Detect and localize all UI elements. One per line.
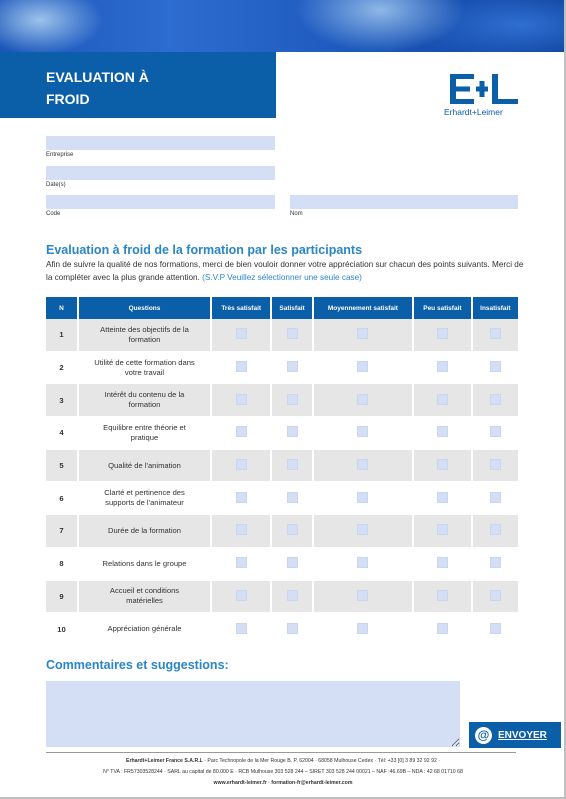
checkbox-tres-satisfait[interactable] — [236, 361, 247, 372]
checkbox-moyennement-satisfait[interactable] — [357, 557, 368, 568]
rating-cell — [414, 613, 472, 646]
checkbox-moyennement-satisfait[interactable] — [357, 492, 368, 503]
rating-cell — [212, 352, 272, 385]
header-questions: Questions — [79, 297, 212, 319]
rating-cell — [314, 384, 414, 417]
intro-paragraph — [46, 258, 526, 284]
entreprise-field[interactable] — [46, 136, 275, 150]
rating-cell — [212, 515, 272, 548]
rating-cell — [212, 384, 272, 417]
checkbox-insatisfait[interactable] — [490, 361, 501, 372]
at-icon: @ — [475, 727, 492, 744]
checkbox-moyennement-satisfait[interactable] — [357, 459, 368, 470]
row-number: 7 — [46, 515, 79, 548]
checkbox-insatisfait[interactable] — [490, 426, 501, 437]
header-peu-satisfait: Peu satisfait — [414, 297, 472, 319]
rating-cell — [473, 417, 518, 450]
rating-cell — [473, 482, 518, 515]
rating-cell — [212, 581, 272, 614]
rating-cell — [212, 548, 272, 581]
row-number: 8 — [46, 548, 79, 581]
comments-field[interactable] — [46, 681, 460, 747]
row-question: Qualité de l'animation — [79, 450, 212, 483]
checkbox-tres-satisfait[interactable] — [236, 459, 247, 470]
checkbox-insatisfait[interactable] — [490, 623, 501, 634]
checkbox-tres-satisfait[interactable] — [236, 492, 247, 503]
dates-field[interactable] — [46, 166, 275, 180]
checkbox-satisfait[interactable] — [287, 492, 298, 503]
checkbox-insatisfait[interactable] — [490, 492, 501, 503]
dates-label: Date(s) — [46, 182, 66, 188]
rating-cell — [473, 613, 518, 646]
rating-cell — [272, 450, 313, 483]
rating-cell — [414, 515, 472, 548]
checkbox-satisfait[interactable] — [287, 524, 298, 535]
row-number: 9 — [46, 581, 79, 614]
checkbox-peu-satisfait[interactable] — [437, 394, 448, 405]
footer-divider — [46, 752, 516, 753]
row-question: Accueil et conditions matérielles — [79, 581, 212, 614]
code-field[interactable] — [46, 195, 275, 209]
header-n: N — [46, 297, 79, 319]
rating-cell — [414, 482, 472, 515]
table-row — [46, 613, 518, 646]
checkbox-moyennement-satisfait[interactable] — [357, 524, 368, 535]
rating-cell — [414, 581, 472, 614]
header-moyennement-satisfait: Moyennement satisfait — [314, 297, 414, 319]
checkbox-insatisfait[interactable] — [490, 590, 501, 601]
header-tres-satisfait: Très satisfait — [212, 297, 272, 319]
footer-links: www.erhardt-leimer.fr · formation-fr@erhardt-leimer.com — [213, 780, 353, 786]
checkbox-peu-satisfait[interactable] — [437, 361, 448, 372]
rating-cell — [272, 581, 313, 614]
rating-cell — [314, 482, 414, 515]
nom-field[interactable] — [290, 195, 518, 209]
table-header-row — [46, 297, 518, 319]
rating-cell — [314, 450, 414, 483]
row-question: Atteinte des objectifs de la formation — [79, 319, 212, 352]
intro-text: Afin de suivre la qualité de nos formations, merci de bien vouloir donner votre appréciation sur chacun des points suivants. Merci de la compléter avec la plus grande attention. — [46, 260, 524, 282]
rating-cell — [212, 319, 272, 352]
checkbox-peu-satisfait[interactable] — [437, 524, 448, 535]
rating-cell — [414, 352, 472, 385]
evaluation-table — [46, 297, 518, 646]
checkbox-peu-satisfait[interactable] — [437, 426, 448, 437]
checkbox-tres-satisfait[interactable] — [236, 394, 247, 405]
logo-text: Erhardt+Leimer — [444, 107, 503, 117]
rating-cell — [414, 417, 472, 450]
rating-cell — [272, 352, 313, 385]
checkbox-satisfait[interactable] — [287, 426, 298, 437]
checkbox-satisfait[interactable] — [287, 459, 298, 470]
table-row — [46, 352, 518, 385]
header-insatisfait: Insatisfait — [473, 297, 518, 319]
row-question: Equilibre entre théorie et pratique — [79, 417, 212, 450]
checkbox-moyennement-satisfait[interactable] — [357, 328, 368, 339]
rating-cell — [314, 319, 414, 352]
rating-cell — [314, 548, 414, 581]
comments-title: Commentaires et suggestions: — [46, 658, 229, 672]
intro-note: (S.V.P Veuillez sélectionner une seule case) — [202, 273, 362, 282]
checkbox-insatisfait[interactable] — [490, 524, 501, 535]
rating-cell — [473, 384, 518, 417]
rating-cell — [473, 450, 518, 483]
checkbox-moyennement-satisfait[interactable] — [357, 590, 368, 601]
nom-label: Nom — [290, 211, 303, 217]
rating-cell — [414, 450, 472, 483]
rating-cell — [314, 515, 414, 548]
table-row — [46, 482, 518, 515]
checkbox-insatisfait[interactable] — [490, 328, 501, 339]
row-number: 3 — [46, 384, 79, 417]
checkbox-satisfait[interactable] — [287, 590, 298, 601]
checkbox-insatisfait[interactable] — [490, 459, 501, 470]
checkbox-satisfait[interactable] — [287, 361, 298, 372]
rating-cell — [272, 482, 313, 515]
checkbox-moyennement-satisfait[interactable] — [357, 361, 368, 372]
rating-cell — [314, 417, 414, 450]
code-label: Code — [46, 211, 61, 217]
row-number: 4 — [46, 417, 79, 450]
checkbox-tres-satisfait[interactable] — [236, 590, 247, 601]
entreprise-label: Entreprise — [46, 152, 74, 158]
rating-cell — [473, 319, 518, 352]
row-number: 1 — [46, 319, 79, 352]
checkbox-peu-satisfait[interactable] — [437, 590, 448, 601]
rating-cell — [473, 581, 518, 614]
row-question: Relations dans le groupe — [79, 548, 212, 581]
footer — [40, 756, 526, 789]
table-row — [46, 450, 518, 483]
checkbox-satisfait[interactable] — [287, 394, 298, 405]
checkbox-tres-satisfait[interactable] — [236, 623, 247, 634]
footer-company: Erhardt+Leimer France S.A.R.L — [125, 758, 203, 764]
table-row — [46, 548, 518, 581]
row-number: 6 — [46, 482, 79, 515]
header-satisfait: Satisfait — [272, 297, 313, 319]
rating-cell — [212, 450, 272, 483]
row-question: Appréciation générale — [79, 613, 212, 646]
rating-cell — [414, 548, 472, 581]
row-question: Intérêt du contenu de la formation — [79, 384, 212, 417]
footer-line-1 — [40, 756, 526, 767]
title-block — [0, 52, 276, 118]
table-row — [46, 417, 518, 450]
checkbox-peu-satisfait[interactable] — [437, 328, 448, 339]
checkbox-insatisfait[interactable] — [490, 394, 501, 405]
rating-cell — [414, 319, 472, 352]
rating-cell — [272, 319, 313, 352]
checkbox-moyennement-satisfait[interactable] — [357, 426, 368, 437]
send-button[interactable] — [469, 722, 561, 748]
rating-cell — [314, 352, 414, 385]
table-row — [46, 384, 518, 417]
rating-cell — [473, 515, 518, 548]
rating-cell — [272, 384, 313, 417]
rating-cell — [212, 482, 272, 515]
row-number: 2 — [46, 352, 79, 385]
checkbox-insatisfait[interactable] — [490, 557, 501, 568]
rating-cell — [414, 384, 472, 417]
rating-cell — [212, 417, 272, 450]
checkbox-peu-satisfait[interactable] — [437, 492, 448, 503]
table-row — [46, 515, 518, 548]
checkbox-tres-satisfait[interactable] — [236, 328, 247, 339]
row-question: Durée de la formation — [79, 515, 212, 548]
checkbox-tres-satisfait[interactable] — [236, 557, 247, 568]
rating-cell — [314, 613, 414, 646]
checkbox-satisfait[interactable] — [287, 557, 298, 568]
row-number: 5 — [46, 450, 79, 483]
checkbox-peu-satisfait[interactable] — [437, 459, 448, 470]
rating-cell — [212, 613, 272, 646]
checkbox-tres-satisfait[interactable] — [236, 426, 247, 437]
checkbox-moyennement-satisfait[interactable] — [357, 623, 368, 634]
table-row — [46, 319, 518, 352]
checkbox-tres-satisfait[interactable] — [236, 524, 247, 535]
checkbox-moyennement-satisfait[interactable] — [357, 394, 368, 405]
row-number: 10 — [46, 613, 79, 646]
checkbox-peu-satisfait[interactable] — [437, 557, 448, 568]
row-question: Utilité de cette formation dans votre travail — [79, 352, 212, 385]
rating-cell — [272, 515, 313, 548]
footer-line-2: N° TVA : FR57303528244 · SARL au capital de 80.000 E · RCB Mulhouse 303 528 244 – SIRET 303 528 244 00021 – NAF :46.69B – NDA : 42 68 01710 68 — [103, 769, 463, 775]
footer-address: · Parc Technopole de la Mer Rouge B. P. 62004 · 68058 Mulhouse Cedex · Tél: +33 [0] 3 89 32 92 92 · — [202, 758, 441, 764]
row-question: Clarté et pertinence des supports de l'animateur — [79, 482, 212, 515]
rating-cell — [473, 352, 518, 385]
checkbox-peu-satisfait[interactable] — [437, 623, 448, 634]
table-row — [46, 581, 518, 614]
section-title: Evaluation à froid de la formation par les participants — [46, 243, 363, 257]
rating-cell — [272, 548, 313, 581]
page-title: EVALUATION À FROID — [46, 69, 149, 107]
rating-cell — [272, 417, 313, 450]
checkbox-satisfait[interactable] — [287, 623, 298, 634]
rating-cell — [473, 548, 518, 581]
checkbox-satisfait[interactable] — [287, 328, 298, 339]
send-button-label: ENVOYER — [498, 729, 547, 741]
header-banner — [0, 0, 566, 52]
rating-cell — [272, 613, 313, 646]
rating-cell — [314, 581, 414, 614]
